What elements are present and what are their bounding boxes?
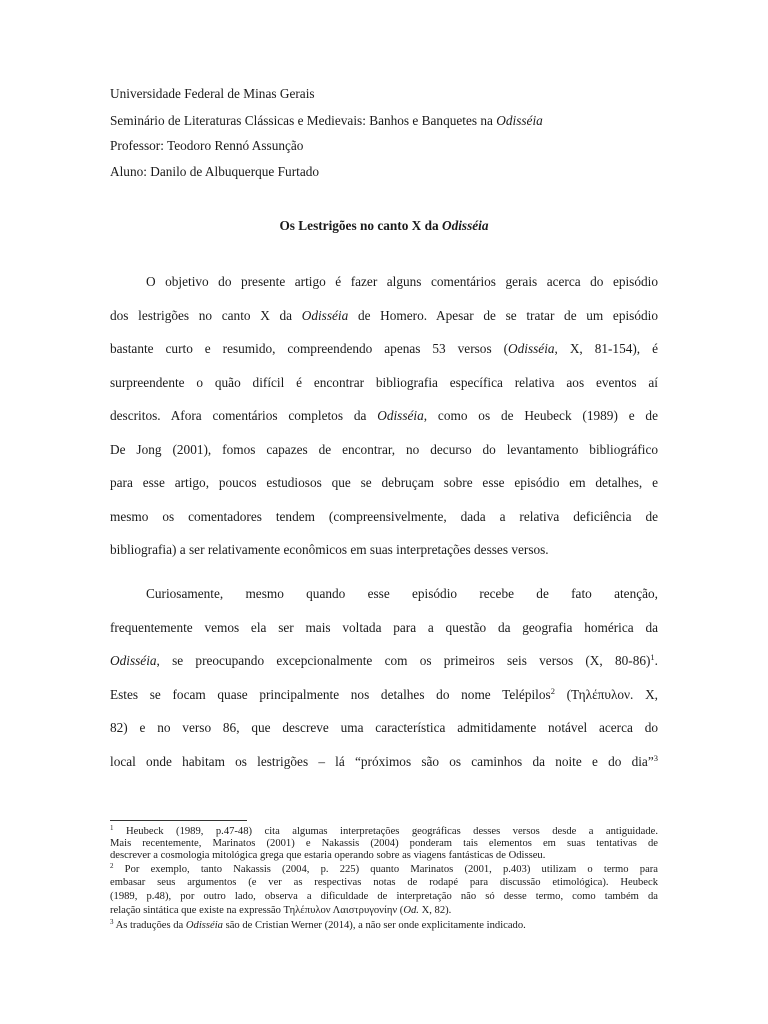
footnote-ref-2: 2 <box>550 686 555 696</box>
p1-line: bibliografia) a ser relativamente econômicos em suas interpretações desses versos. <box>110 542 549 557</box>
p2-line: Odisséia, se preocupando excepcionalmente com os primeiros seis versos (X, 80-86)$^1$. <box>110 652 658 668</box>
title-work: Odisséia <box>441 218 489 233</box>
footnote-2-line: embasar seus argumentos (e ver as respectivas notas de rodapé para discussão etimológica). Heubeck <box>110 877 658 888</box>
p1-line: De Jong (2001), fomos capazes de encontrar, no decurso do levantamento bibliográfico <box>110 442 658 457</box>
footnote-1-line: Mais recentemente, Marinatos (2001) e Nakassis (2004) ponderam tais elementos em suas tentativas de <box>110 838 658 849</box>
footnote-separator <box>110 820 247 821</box>
p1-line: bastante curto e resumido, compreendendo apenas 53 versos (Odisséia, X, 81-154), é <box>110 341 658 356</box>
university-line: Universidade Federal de Minas Gerais <box>110 86 315 101</box>
p1-line: para esse artigo, poucos estudiosos que se debruçam sobre esse episódio em detalhes, e <box>110 475 658 490</box>
p1-line: mesmo os comentadores tendem (compreensivelmente, dada a relativa deficiência de <box>110 509 658 524</box>
p2-line: local onde habitam os lestrigões – lá “próximos são os caminhos da noite e do dia”$^3$ <box>110 753 658 769</box>
footnote-1: $^1$ Heubeck (1989, p.47-48) cita algumas interpretações geográficas desses versos desde a antiguidade. <box>110 824 658 837</box>
footnote-1-line: descrever a cosmologia mitológica grega que estaria operando sobre as viagens fantásticas de Odisseu. <box>110 850 546 861</box>
p2-line: Curiosamente, mesmo quando esse episódio recebe de fato atenção, <box>146 586 658 601</box>
p2-line: 82) e no verso 86, que descreve uma característica admitidamente notável acerca do <box>110 720 658 735</box>
p2-line: frequentemente vemos ela ser mais voltada para a questão da geografia homérica da <box>110 620 658 635</box>
footnote-2: $^2$ Por exemplo, tanto Nakassis (2004, p. 225) quanto Marinatos (2001, p.403) utilizam o termo para <box>110 862 658 875</box>
seminar-prefix: Seminário de Literaturas Clássicas e Medievais: Banhos e Banquetes na <box>110 113 497 128</box>
p1-line: surpreendente o quão difícil é encontrar bibliografia específica relativa aos eventos aí <box>110 375 658 390</box>
seminar-line <box>110 113 670 129</box>
title-prefix: Os Lestrigões no canto X da <box>279 218 442 233</box>
footnote-3: $^3$ As traduções da Odisséia são de Cristian Werner (2014), a não ser onde explicitamente indicado. <box>110 918 526 931</box>
footnote-ref-1: 1 <box>650 652 655 662</box>
professor-line: Professor: Teodoro Rennó Assunção <box>110 138 304 153</box>
p1-line: descritos. Afora comentários completos da Odisséia, como os de Heubeck (1989) e de <box>110 408 658 423</box>
footnote-ref-3: 3 <box>653 753 658 763</box>
article-title <box>110 218 658 234</box>
p1-line: O objetivo do presente artigo é fazer alguns comentários gerais acerca do episódio <box>146 274 658 289</box>
footnote-2-line: (1989, p.48), por outro lado, observa a dificuldade de interpretação não só desse termo, como também da <box>110 891 658 902</box>
student-line: Aluno: Danilo de Albuquerque Furtado <box>110 164 320 179</box>
p1-line: dos lestrigões no canto X da Odisséia de Homero. Apesar de se tratar de um episódio <box>110 308 658 323</box>
seminar-work: Odisséia <box>496 113 543 128</box>
footnote-2-line: relação sintática que existe na expressão Τηλέπυλον Λαιστρυγονίην (Od. X, 82). <box>110 905 452 916</box>
p2-line: Estes se focam quase principalmente nos detalhes do nome Telépilos$^2$ (Τηλέπυλον. X, <box>110 686 658 702</box>
